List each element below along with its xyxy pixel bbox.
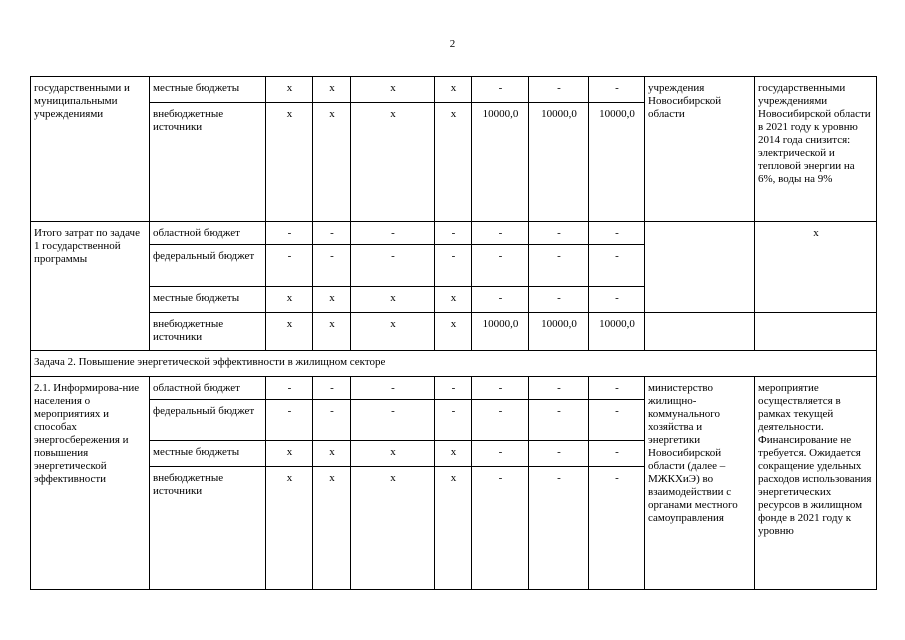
value-cell: - [472,467,529,590]
value-cell: x [351,77,435,103]
table-row [31,377,877,400]
result-cell: государственными учреждениями Новосибирской области в 2021 году к уровню 2014 года снизится: электрической и тепловой энергии на 6%, воды на 9% [755,77,877,222]
value-cell: - [351,400,435,441]
funding-source: внебюджетные источники [150,313,266,351]
value-cell: - [313,245,351,287]
row-label: 2.1. Информирова-ние населения о мероприятиях и способах энергосбережения и повышения энергетической эффективности [31,377,150,590]
value-cell: x [266,103,313,222]
value-cell: x [313,287,351,313]
value-cell: - [313,400,351,441]
value-cell: x [351,287,435,313]
value-cell: - [351,222,435,245]
value-cell: 10000,0 [589,313,645,351]
task-heading: Задача 2. Повышение энергетической эффективности в жилищном секторе [31,351,877,377]
result-cell: мероприятие осуществляется в рамках текущей деятельности. Финансирование не требуется. Ожидается сокращение удельных расходов использования энергетических ресурсов в жилищном фонде в 2021 году к уровню [755,377,877,590]
executor-cell: учреждения Новосибирской области [645,77,755,222]
value-cell: x [313,313,351,351]
value-cell: x [435,77,472,103]
value-cell: - [351,377,435,400]
value-cell: - [589,77,645,103]
funding-source: местные бюджеты [150,441,266,467]
value-cell: - [589,467,645,590]
value-cell: - [266,245,313,287]
row-label: государственными и муниципальными учреждениями [31,77,150,222]
value-cell: - [529,287,589,313]
value-cell: 10000,0 [472,103,529,222]
value-cell: x [435,103,472,222]
value-cell: x [351,103,435,222]
funding-source: внебюджетные источники [150,103,266,222]
value-cell: x [435,441,472,467]
value-cell: x [351,313,435,351]
value-cell: x [351,441,435,467]
budget-table [30,76,877,590]
row-label: Итого затрат по задаче 1 государственной программы [31,222,150,351]
value-cell: x [266,313,313,351]
funding-source: внебюджетные источники [150,467,266,590]
value-cell: - [472,287,529,313]
value-cell: - [589,287,645,313]
value-cell: - [472,377,529,400]
value-cell: - [435,222,472,245]
executor-cell: министерство жилищно-коммунального хозяйства и энергетики Новосибирской области (далее – МЖКХиЭ) во взаимодействии с органами местного самоуправления [645,377,755,590]
value-cell: - [435,377,472,400]
value-cell: - [435,400,472,441]
funding-source: местные бюджеты [150,287,266,313]
table-row [31,222,877,245]
value-cell: - [313,222,351,245]
value-cell: - [589,377,645,400]
value-cell: - [266,377,313,400]
value-cell: 10000,0 [472,313,529,351]
value-cell: - [472,441,529,467]
page-number: 2 [449,38,456,50]
value-cell: - [589,222,645,245]
value-cell: 10000,0 [589,103,645,222]
executor-cell [645,222,755,313]
value-cell: - [266,222,313,245]
value-cell: - [351,245,435,287]
value-cell: x [435,467,472,590]
executor-cell [645,313,755,351]
funding-source: федеральный бюджет [150,400,266,441]
value-cell: - [529,245,589,287]
value-cell: x [266,77,313,103]
funding-source: федеральный бюджет [150,245,266,287]
value-cell: x [435,287,472,313]
value-cell: - [266,400,313,441]
value-cell: x [313,77,351,103]
result-cell [755,313,877,351]
value-cell: 10000,0 [529,103,589,222]
funding-source: областной бюджет [150,377,266,400]
funding-source: местные бюджеты [150,77,266,103]
table-row [31,313,877,351]
value-cell: - [529,377,589,400]
value-cell: - [472,245,529,287]
value-cell: - [313,377,351,400]
value-cell: - [529,441,589,467]
value-cell: - [589,245,645,287]
value-cell: - [589,441,645,467]
value-cell: x [266,441,313,467]
value-cell: - [472,77,529,103]
table-row [31,77,877,103]
value-cell: x [435,313,472,351]
value-cell: - [529,77,589,103]
value-cell: - [472,400,529,441]
value-cell: - [529,400,589,441]
value-cell: x [313,441,351,467]
value-cell: x [266,467,313,590]
value-cell: - [529,467,589,590]
value-cell: x [313,467,351,590]
value-cell: x [351,467,435,590]
funding-source: областной бюджет [150,222,266,245]
value-cell: - [589,400,645,441]
value-cell: x [266,287,313,313]
value-cell: - [472,222,529,245]
table-row [31,351,877,377]
value-cell: - [435,245,472,287]
value-cell: x [313,103,351,222]
result-cell: x [755,222,877,313]
value-cell: 10000,0 [529,313,589,351]
value-cell: - [529,222,589,245]
